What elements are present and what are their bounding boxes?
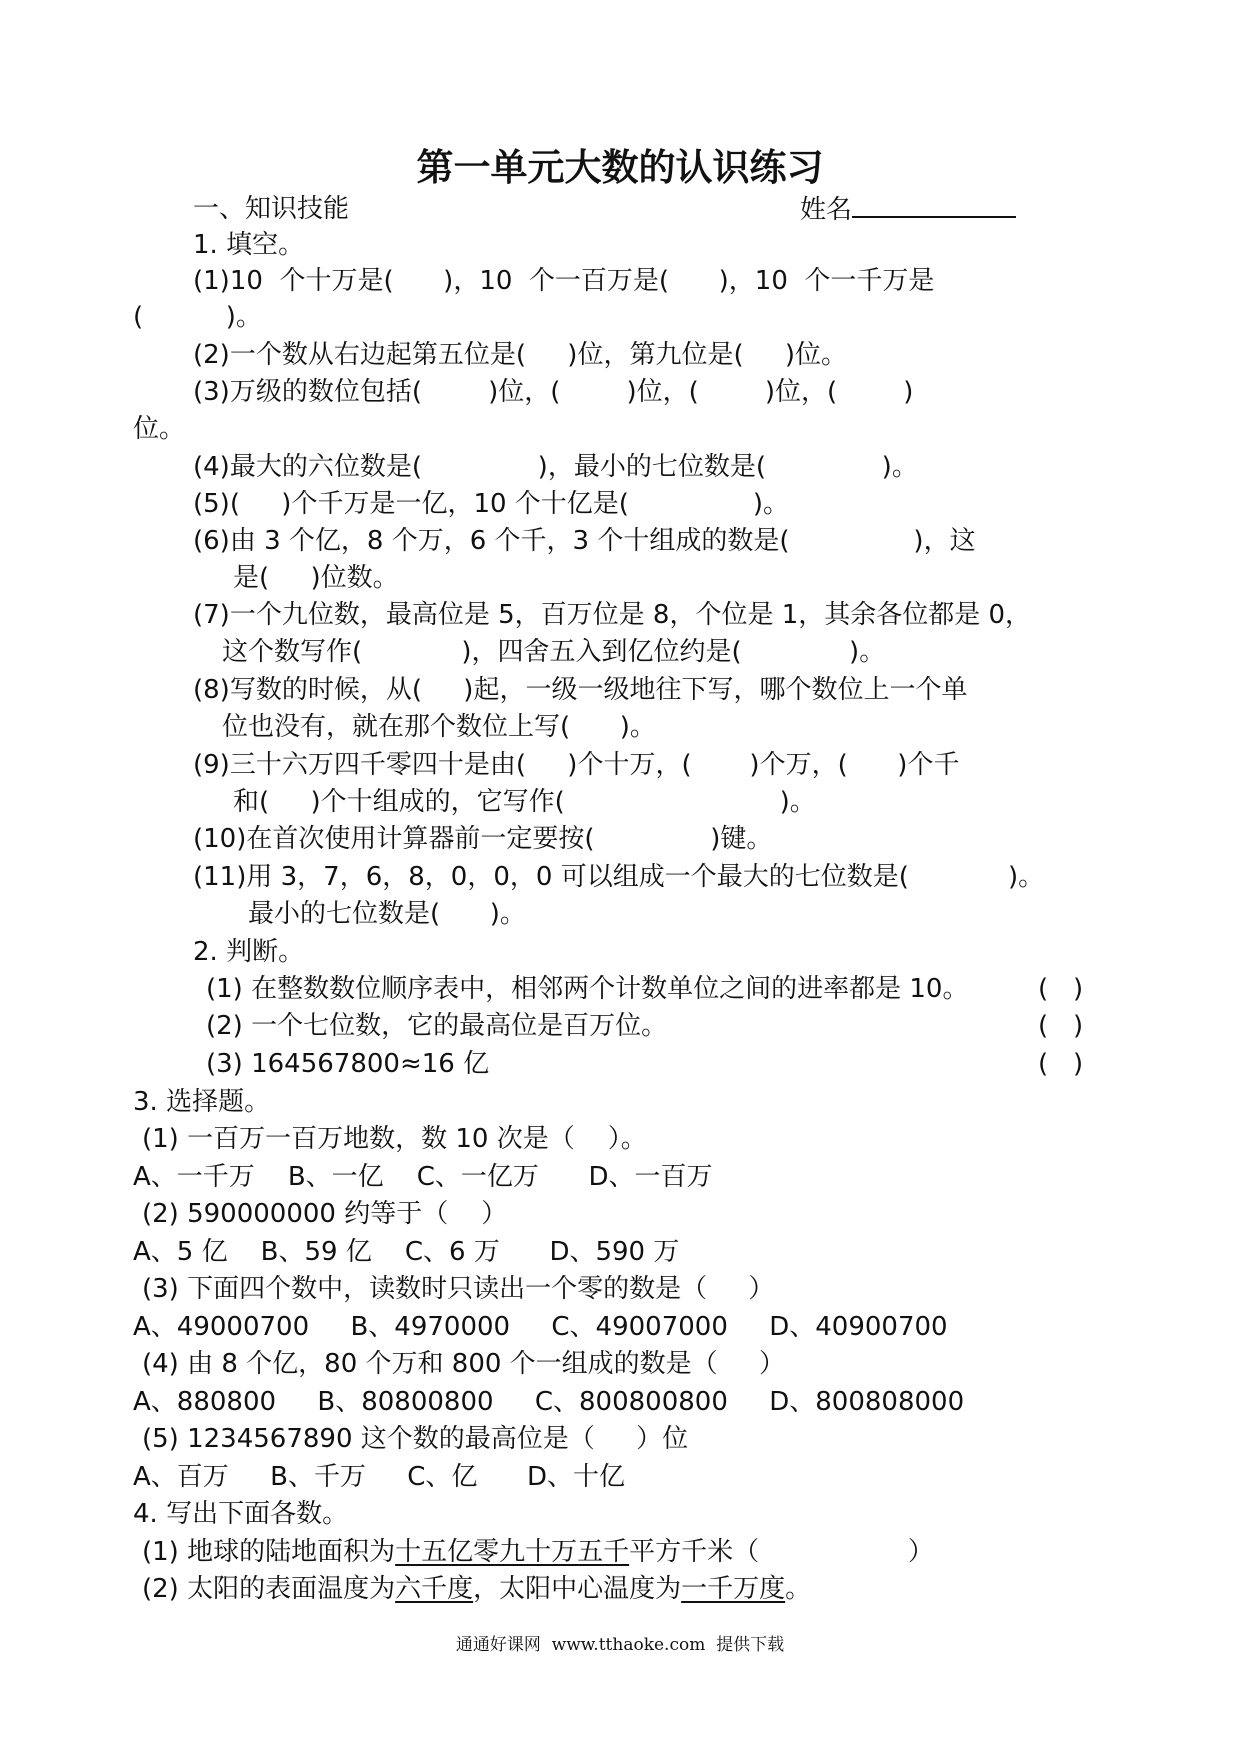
q1-line: 和( )个十组成的，它写作( )。 [233,787,816,817]
q1-line: 最小的七位数是( )。 [248,899,526,929]
q3-question: (5) 1234567890 这个数的最高位是（ ）位 [142,1424,689,1454]
q1-line: (8)写数的时候，从( )起，一级一级地往下写，哪个数位上一个单 [193,675,968,705]
q2-answer-bracket[interactable]: ( ) [1038,1049,1084,1079]
q1-line: (6)由 3 个亿，8 个万，6 个千，3 个十组成的数是( )，这 [193,526,976,556]
q1-line: (7)一个九位数，最高位是 5，百万位是 8，个位是 1，其余各位都是 0， [193,600,1032,630]
q2-item: (2) 一个七位数，它的最高位是百万位。 [206,1011,668,1041]
q4-heading: 4. 写出下面各数。 [133,1499,349,1529]
q4-underlined-number: 一千万度 [681,1574,786,1604]
section-heading: 一、知识技能 [193,194,350,224]
q4-item-prefix: (2) 太阳的表面温度为 [142,1574,396,1604]
q4-item-suffix: 。 [785,1574,812,1604]
q1-line: 这个数写作( )，四舍五入到亿位约是( )。 [222,637,886,667]
q4-underlined-number: 十五亿零九十万五千 [395,1537,630,1567]
q1-line: (1)10 个十万是( )，10 个一百万是( )，10 个一千万是 [193,266,935,296]
q4-item [142,1535,934,1569]
q3-options: A、880800 B、80800800 C、800800800 D、800808000 [133,1387,965,1417]
q3-options: A、5 亿 B、59 亿 C、6 万 D、590 万 [133,1237,680,1267]
q1-line: 位也没有，就在那个数位上写( )。 [222,712,656,742]
q3-options: A、百万 B、千万 C、亿 D、十亿 [133,1462,626,1492]
q3-options: A、49000700 B、4970000 C、49007000 D、40900700 [133,1312,948,1342]
q1-line: (10)在首次使用计算器前一定要按( )键。 [193,824,773,854]
page-title: 第一单元大数的认识练习 [416,146,824,189]
q3-question: (3) 下面四个数中，读数时只读出一个零的数是（ ） [142,1274,775,1304]
q1-line: (5)( )个千万是一亿，10 个十亿是( )。 [193,489,790,519]
name-field [800,192,1016,227]
q2-item: (1) 在整数数位顺序表中，相邻两个计数单位之间的进率都是 10。 [206,974,969,1004]
q1-line: 位。 [133,414,186,444]
q3-question: (1) 一百万一百万地数，数 10 次是（ ）。 [142,1124,647,1154]
q2-item: (3) 164567800≈16 亿 [206,1049,490,1079]
q2-heading: 2. 判断。 [193,937,305,967]
name-blank[interactable] [852,192,1016,218]
q1-line: ( )。 [133,302,262,332]
q4-item-middle: ，太阳中心温度为 [473,1574,682,1604]
q3-question: (2) 590000000 约等于（ ） [142,1199,508,1229]
q2-answer-bracket[interactable]: ( ) [1038,1011,1084,1041]
q4-underlined-number: 六千度 [395,1574,474,1604]
q1-heading: 1. 填空。 [193,230,305,260]
name-label: 姓名 [800,195,853,225]
q2-answer-bracket[interactable]: ( ) [1038,974,1084,1004]
q4-item-prefix: (1) 地球的陆地面积为 [142,1537,396,1567]
q4-item [142,1572,811,1606]
q1-line: (3)万级的数位包括( )位，( )位，( )位，( ) [193,377,914,407]
q3-question: (4) 由 8 个亿，80 个万和 800 个一组成的数是（ ） [142,1349,785,1379]
q1-line: (4)最大的六位数是( )，最小的七位数是( )。 [193,452,918,482]
q1-line: 是( )位数。 [233,563,399,593]
q3-heading: 3. 选择题。 [133,1087,271,1117]
q1-line: (11)用 3，7，6，8，0，0，0 可以组成一个最大的七位数是( )。 [193,862,1045,892]
q1-line: (9)三十六万四千零四十是由( )个十万，( )个万，( )个千 [193,750,960,780]
q3-options: A、一千万 B、一亿 C、一亿万 D、一百万 [133,1162,713,1192]
footer-credit: 通通好课网 www.tthaoke.com 提供下载 [455,1635,785,1655]
q4-item-suffix: 平方千米（ ） [629,1537,934,1567]
q1-line: (2)一个数从右边起第五位是( )位，第九位是( )位。 [193,340,848,370]
